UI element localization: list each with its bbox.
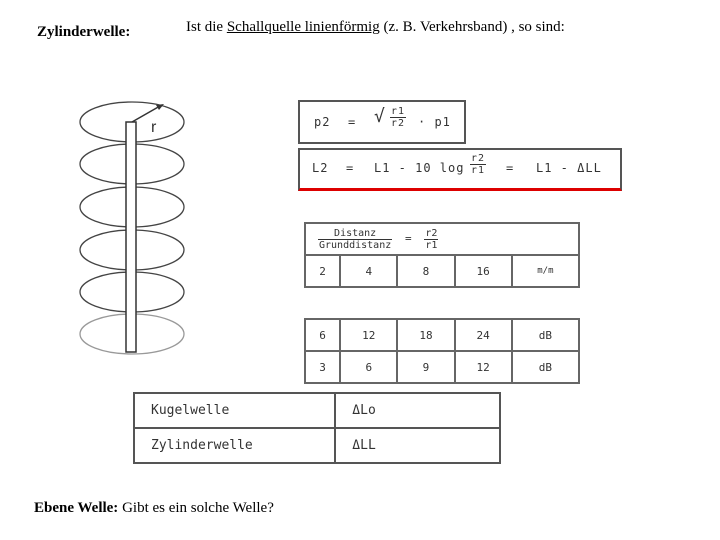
formula2-den: r1 [471,165,486,176]
formula2-mid: L1 - 10 log [374,161,465,175]
formula1-fraction [390,106,406,129]
radius-label: r [151,119,157,136]
wave-name-cell: Kugelwelle [134,393,335,428]
table-row [305,351,579,383]
table-cell: 8 [397,255,454,287]
table-cell: 2 [305,255,340,287]
intro-sentence [186,19,565,36]
table-cell: 4 [340,255,397,287]
formula1-rhs: · p1 [418,115,451,129]
ratio-rnum: r2 [425,227,438,239]
ratio-num: Distanz [318,228,392,240]
formula1-num: r1 [391,106,406,117]
ratio-eq: = [405,231,412,245]
table-cell: m/m [512,255,579,287]
table-cell: 9 [397,351,454,383]
plane-wave-question [34,500,274,517]
formula2-num: r2 [471,153,486,164]
footer-bold: Ebene Welle: [34,500,119,516]
table-cell: dB [512,351,579,383]
table-row [134,428,500,463]
ratio-den: Grunddistanz [319,239,392,251]
formula2-eq: = [346,161,355,175]
wave-symbol-cell: ΔLo [335,393,500,428]
pressure-formula [298,100,466,144]
table-cell: 6 [305,319,340,351]
formula1-lhs: p2 [314,115,331,129]
ratio-header [305,223,579,255]
table-cell: 12 [340,319,397,351]
formula2-fraction [470,153,486,176]
line-source [126,122,136,352]
intro-underlined: Schallquelle linienförmig [226,19,380,35]
footer-text: Gibt es ein solche Welle? [118,500,274,516]
intro-suffix: (z. B. Verkehrsband) , so sind: [379,19,565,35]
formula1-den: r2 [391,118,406,129]
wave-name-cell: Zylinderwelle [134,428,335,463]
wave-type-table [133,392,501,464]
distance-ratio-table [304,222,580,384]
table-row [305,319,579,351]
table-row [305,255,579,287]
table-cell: 24 [455,319,512,351]
cylinder-wave-diagram [60,90,210,370]
wave-symbol-cell: ΔLL [335,428,500,463]
formula2-rhs: L1 - ΔLL [536,161,602,175]
formula2-lhs: L2 [312,161,329,175]
formula2-eq2: = [506,161,515,175]
ratio-rden: r1 [425,239,438,251]
sqrt-sign: √ [374,106,386,127]
table-row [134,393,500,428]
intro-prefix: Ist die [186,19,227,35]
table-cell: 3 [305,351,340,383]
table-cell: 12 [455,351,512,383]
section-title: Zylinderwelle: [37,24,131,40]
table-cell: dB [512,319,579,351]
level-formula [298,148,622,191]
table-cell: 16 [455,255,512,287]
formula1-eq: = [348,115,357,129]
table-cell: 18 [397,319,454,351]
table-cell: 6 [340,351,397,383]
